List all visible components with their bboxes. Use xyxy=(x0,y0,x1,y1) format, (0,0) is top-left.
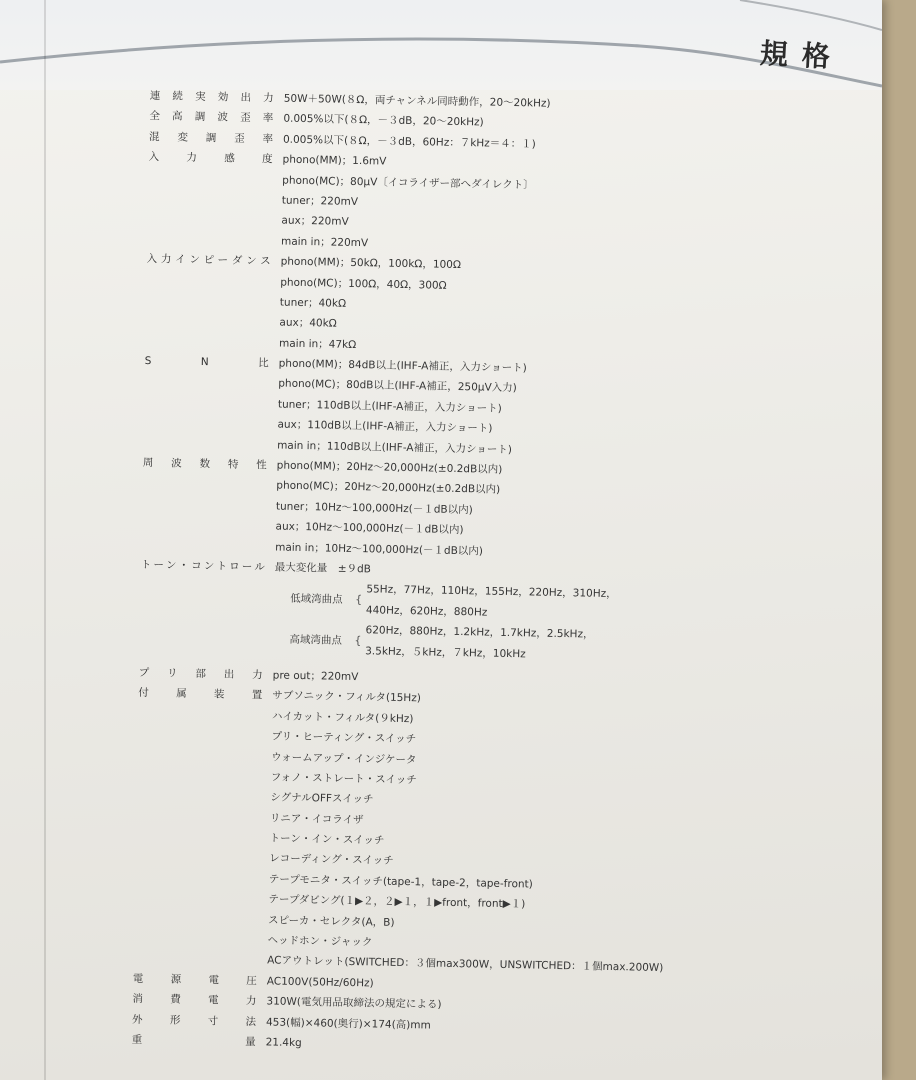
tone-high-brace: { xyxy=(354,633,362,647)
spec-value: 最大変化量 ±９dB xyxy=(274,561,372,576)
spec-label: 外 形 寸 法 xyxy=(131,1013,257,1028)
spec-value: pre out；220mV xyxy=(272,669,359,684)
spec-value: phono(MC)；100Ω，40Ω，300Ω xyxy=(280,276,447,292)
spec-value: aux；110dB以上(IHF-A補正，入力ショート) xyxy=(277,418,493,435)
spec-label: プ リ 部 出 力 xyxy=(138,666,263,682)
spec-value: AC100V(50Hz/60Hz) xyxy=(266,975,374,990)
tone-low-label: 低域湾曲点 xyxy=(290,592,343,606)
spec-value: phono(MM)；1.6mV xyxy=(282,153,387,168)
spec-value: スピーカ・セレクタ(A，B) xyxy=(267,914,395,929)
spec-value: サブソニック・フィルタ(15Hz) xyxy=(272,689,421,705)
spec-value: main in；47kΩ xyxy=(278,337,357,351)
spec-value: 50W＋50W(８Ω，両チャンネル同時動作，20～20kHz) xyxy=(283,92,551,110)
spec-value: aux；220mV xyxy=(281,214,349,229)
spec-value: リニア・イコライザ xyxy=(269,812,364,826)
spec-value: phono(MC)；20Hz～20,000Hz(±0.2dB以内) xyxy=(276,479,501,497)
page-edge xyxy=(44,0,46,1080)
spec-label: 重 量 xyxy=(131,1033,256,1049)
spec-value: tuner；10Hz～100,000Hz(－１dB以内) xyxy=(275,500,473,517)
tone-low-values-2: 440Hz，620Hz，880Hz xyxy=(365,604,488,619)
page-title: 規格 xyxy=(759,36,845,75)
spec-value: レコーディング・スイッチ xyxy=(269,852,394,868)
spec-value: ウォームアップ・インジケータ xyxy=(271,750,417,766)
spec-value: フォノ・ストレート・スイッチ xyxy=(270,771,417,787)
spec-value: main in；10Hz～100,000Hz(－１dB以内) xyxy=(275,541,484,558)
spec-value: 0.005%以下(８Ω，－３dB，60Hz：７kHz＝４：１) xyxy=(282,133,536,151)
spec-label: 付 属 装 置 xyxy=(138,687,263,702)
spec-value: phono(MC)；80μV〔イコライザー部へダイレクト〕 xyxy=(282,174,534,191)
spec-value: テープモニタ・スイッチ(tape-1，tape-2，tape-front) xyxy=(268,873,533,891)
spec-label: 電 源 電 圧 xyxy=(132,972,257,988)
spec-value: テープダビング(１▶２，２▶１，１▶front，front▶１) xyxy=(268,893,526,911)
spec-label: トーン・コントロール xyxy=(140,558,265,574)
spec-value: ハイカット・フィルタ(９kHz) xyxy=(271,710,414,725)
spec-value: プリ・ヒーティング・スイッチ xyxy=(271,730,417,746)
tone-high-label: 高域湾曲点 xyxy=(289,633,343,647)
spec-value: phono(MM)；84dB以上(IHF-A補正，入力ショート) xyxy=(278,357,527,375)
tone-low-brace: { xyxy=(355,592,363,606)
spec-label: 連 続 実 効 出 力 xyxy=(149,89,274,105)
spec-value: aux；40kΩ xyxy=(279,316,337,330)
tone-low-values-1: 55Hz，77Hz，110Hz，155Hz，220Hz，310Hz， xyxy=(366,583,617,601)
tone-high-values-2: 3.5kHz，５kHz，７kHz，10kHz xyxy=(365,644,526,660)
spec-value: シグナルOFFスイッチ xyxy=(270,791,374,806)
spec-value: 21.4kg xyxy=(265,1036,302,1050)
spec-value: ACアウトレット(SWITCHED：３個max300W，UNSWITCHED：１個max.200W) xyxy=(267,954,664,975)
spec-value: tuner；40kΩ xyxy=(279,296,347,310)
spec-value: tuner；220mV xyxy=(281,194,359,208)
spec-value: 453(幅)×460(奥行)×174(高)mm xyxy=(265,1015,431,1032)
spec-value: ヘッドホン・ジャック xyxy=(267,934,373,949)
spec-label: 混 変 調 歪 率 xyxy=(148,130,274,146)
spec-label: 入 力 感 度 xyxy=(148,151,273,166)
spec-list xyxy=(131,86,849,1064)
spec-value: 0.005%以下(８Ω，－３dB，20～20kHz) xyxy=(283,112,484,129)
spec-label: 消 費 電 力 xyxy=(132,993,257,1008)
spec-value: phono(MC)；80dB以上(IHF-A補正，250μV入力) xyxy=(278,377,517,395)
spec-label: S N 比 xyxy=(144,355,269,370)
spec-value: tuner；110dB以上(IHF-A補正，入力ショート) xyxy=(277,398,502,415)
spec-value: 310W(電気用品取締法の規定による) xyxy=(266,995,442,1011)
spec-label: 全 高 調 波 歪 率 xyxy=(149,110,274,125)
spec-value: トーン・イン・スイッチ xyxy=(269,832,385,847)
spec-value: phono(MM)；50kΩ，100kΩ，100Ω xyxy=(280,255,462,272)
spec-value: phono(MM)；20Hz～20,000Hz(±0.2dB以内) xyxy=(276,459,503,476)
spec-value: main in；220mV xyxy=(280,235,369,249)
spec-label: 入力インピーダンス xyxy=(146,253,271,268)
tone-high-values-1: 620Hz，880Hz，1.2kHz，1.7kHz，2.5kHz， xyxy=(365,624,594,641)
spec-label: 周 波 数 特 性 xyxy=(142,456,267,472)
spec-value: main in；110dB以上(IHF-A補正，入力ショート) xyxy=(277,439,513,456)
spec-value: aux；10Hz～100,000Hz(－１dB以内) xyxy=(275,520,464,537)
